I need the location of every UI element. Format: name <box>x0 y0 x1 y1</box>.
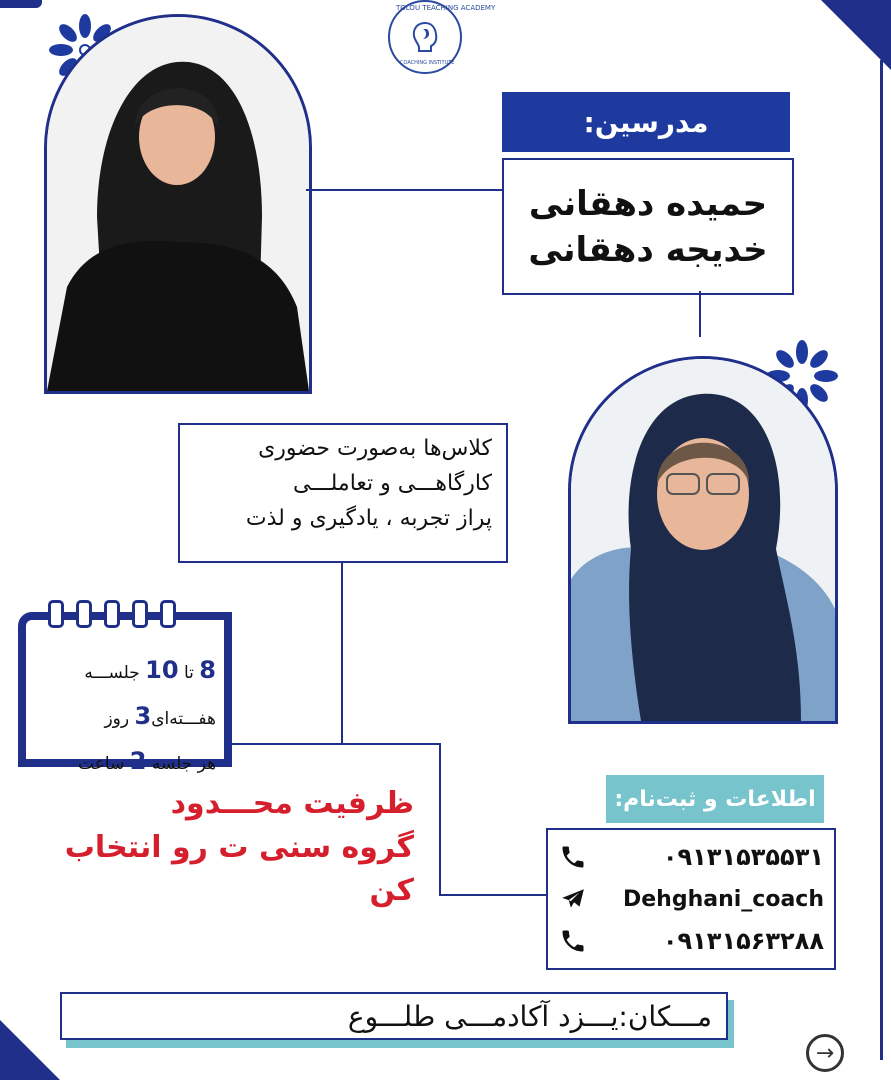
weekly-line <box>26 694 224 740</box>
sessions-from: 8 <box>199 656 216 684</box>
connector-line <box>306 189 502 191</box>
calendar-ring-icon <box>132 600 148 628</box>
class-info-line: پراز تجربه ، یادگیری و لذت <box>245 506 492 532</box>
teachers-names-box <box>502 158 794 295</box>
weekly-num: 3 <box>134 701 152 730</box>
capacity-line-1: ظرفیت محـــدود <box>170 786 414 821</box>
session-duration-line <box>26 739 224 785</box>
connector-line <box>341 563 343 743</box>
capacity-text <box>14 782 414 913</box>
class-info-line: کارگاهـــی و تعاملـــی <box>292 471 492 497</box>
top-left-accent <box>0 0 42 8</box>
right-border-line <box>880 60 883 1060</box>
phone-row-1[interactable] <box>558 836 824 878</box>
per-session-num: 2 <box>129 747 147 776</box>
phone-icon <box>558 842 588 872</box>
schedule-calendar <box>18 612 232 776</box>
connector-line <box>439 894 547 896</box>
connector-line <box>232 743 440 745</box>
telegram-id: Dehghani_coach <box>622 886 824 912</box>
academy-logo <box>388 0 496 74</box>
teacher-photo-1 <box>44 14 312 394</box>
contact-heading: اطلاعات و ثبت‌نام: <box>606 775 824 823</box>
connector-line <box>699 291 701 337</box>
contact-box <box>546 828 836 970</box>
sessions-to: 10 <box>145 656 179 684</box>
logo-bottom-text: COACHING INSTITUTE <box>400 60 455 66</box>
per-session-suffix: ساعت <box>78 754 125 775</box>
per-session-prefix: هر جلسه <box>151 754 216 775</box>
head-silhouette-icon <box>405 17 445 57</box>
capacity-line-2: گروه سنی ت رو انتخاب کن <box>64 829 414 908</box>
next-arrow-button[interactable] <box>806 1034 844 1072</box>
corner-decoration-bottom-left <box>0 1020 60 1080</box>
phone-row-2[interactable] <box>558 920 824 962</box>
sessions-line <box>26 648 224 694</box>
teacher-name-1: حمیده دهقانی <box>528 183 768 224</box>
class-info-line: کلاس‌ها به‌صورت حضوری <box>258 436 492 461</box>
calendar-ring-icon <box>160 600 176 628</box>
sessions-to-word: تا <box>183 663 194 683</box>
teacher-photo-2 <box>568 356 838 724</box>
phone-icon <box>558 926 588 956</box>
phone-number-1: ۰۹۱۳۱۵۳۵۵۳۱ <box>662 843 824 871</box>
calendar-ring-icon <box>104 600 120 628</box>
logo-top-text: TOLOU TEACHING ACADEMY <box>396 4 496 12</box>
location-text: مـــکان:یـــزد آکادمـــی طلـــوع <box>347 999 712 1033</box>
calendar-ring-icon <box>48 600 64 628</box>
phone-number-2: ۰۹۱۳۱۵۶۳۲۸۸ <box>662 927 824 955</box>
telegram-icon <box>558 884 588 914</box>
connector-line <box>439 743 441 895</box>
teachers-heading: مدرسین: <box>502 92 790 152</box>
teacher-name-2: خدیجه دهقانی <box>528 229 768 270</box>
weekly-suffix: روز <box>104 708 130 729</box>
calendar-rings <box>48 600 176 628</box>
location-box <box>60 992 728 1040</box>
class-info-box <box>178 423 508 563</box>
calendar-ring-icon <box>76 600 92 628</box>
arrow-right-icon: → <box>815 1040 835 1066</box>
sessions-label: جلســـه <box>84 663 140 683</box>
weekly-prefix: هفـــته‌ای <box>151 708 216 729</box>
telegram-row[interactable] <box>558 878 824 920</box>
